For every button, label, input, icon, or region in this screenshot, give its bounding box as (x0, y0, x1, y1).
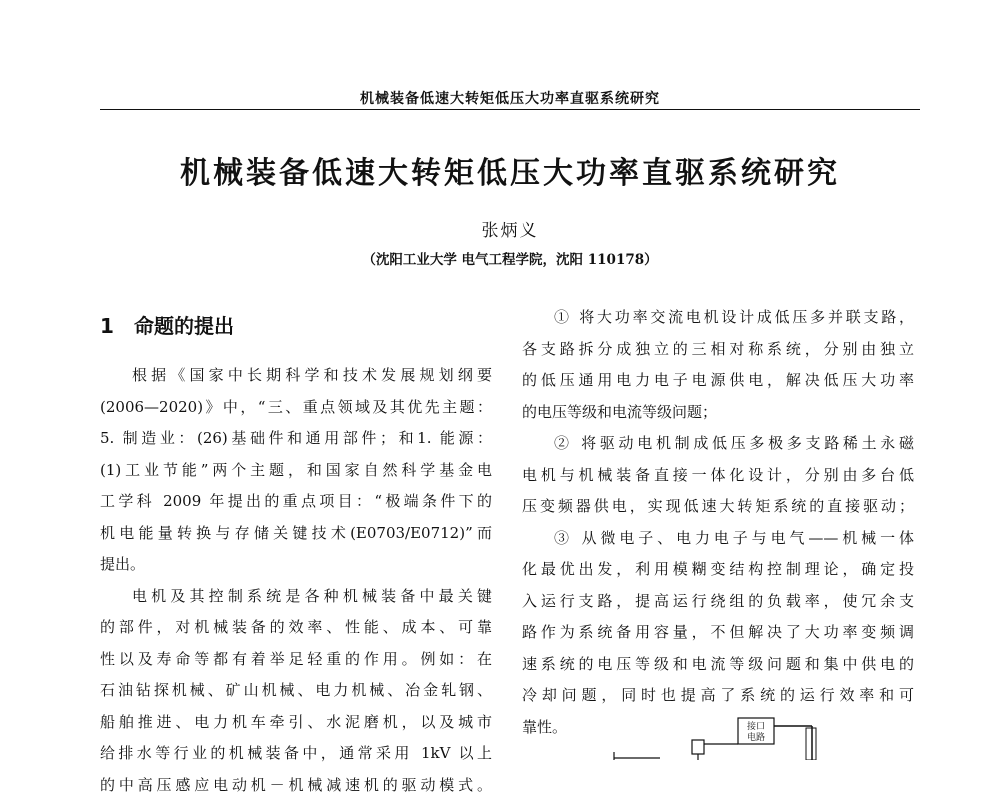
box-label-line1: 接口 (747, 720, 765, 732)
right-column (522, 302, 914, 743)
bus-bar (806, 728, 816, 760)
section-number: 1 (100, 310, 134, 342)
body-line: 的电压等级和电流等级问题； (522, 397, 914, 429)
body-line: 5. 制造业：(26)基础件和通用部件；和1. 能源： (100, 423, 492, 455)
affiliation: （沈阳工业大学 电气工程学院，沈阳 110178） (100, 248, 920, 268)
body-line: 的中高压感应电动机－机械减速机的驱动模式。 (100, 770, 492, 801)
body-line: 的低压通用电力电子电源供电，解决低压大功率 (522, 365, 914, 397)
body-line: ③ 从微电子、电力电子与电气——机械一体 (522, 523, 914, 555)
body-line: 压变频器供电，实现低速大转矩系统的直接驱动； (522, 491, 914, 523)
body-line: ② 将驱动电机制成低压多极多支路稀土永磁 (522, 428, 914, 460)
body-line: (2006—2020)》中，“三、重点领域及其优先主题： (100, 392, 492, 424)
component-block (692, 740, 704, 754)
body-line: 电机与机械装备直接一体化设计，分别由多台低 (522, 460, 914, 492)
author: 张炳义 (100, 216, 920, 241)
paper-title: 机械装备低速大转矩低压大功率直驱系统研究 (100, 148, 920, 192)
body-line: ① 将大功率交流电机设计成低压多并联支路， (522, 302, 914, 334)
body-line: 入运行支路，提高运行绕组的负载率，使冗余支 (522, 586, 914, 618)
body-line: 速系统的电压等级和电流等级问题和集中供电的 (522, 649, 914, 681)
body-line: 电机及其控制系统是各种机械装备中最关键 (100, 581, 492, 613)
section-heading (100, 310, 492, 342)
section-title: 命题的提出 (134, 314, 234, 338)
header-rule (100, 109, 920, 110)
left-column (100, 310, 492, 801)
body-line: 工学科 2009 年提出的重点项目：“极端条件下的 (100, 486, 492, 518)
body-line: 根据《国家中长期科学和技术发展规划纲要 (100, 360, 492, 392)
body-line: 给排水等行业的机械装备中，通常采用 1kV 以上 (100, 738, 492, 770)
body-line: 的部件，对机械装备的效率、性能、成本、可靠 (100, 612, 492, 644)
body-line: (1)工业节能”两个主题，和国家自然科学基金电 (100, 455, 492, 487)
body-line: 冷却问题，同时也提高了系统的运行效率和可 (522, 680, 914, 712)
body-line: 性以及寿命等都有着举足轻重的作用。例如：在 (100, 644, 492, 676)
body-line: 机电能量转换与存储关键技术(E0703/E0712)”而 (100, 518, 492, 550)
circuit-diagram (600, 716, 830, 760)
body-line: 船舶推进、电力机车牵引、水泥磨机，以及城市 (100, 707, 492, 739)
body-line: 化最优出发，利用模糊变结构控制理论，确定投 (522, 554, 914, 586)
body-line: 提出。 (100, 549, 492, 581)
box-label-line2: 电路 (747, 731, 765, 743)
body-line: 路作为系统备用容量，不但解决了大功率变频调 (522, 617, 914, 649)
body-line: 石油钻探机械、矿山机械、电力机械、冶金轧钢、 (100, 675, 492, 707)
body-line: 靠性。 (522, 712, 914, 744)
running-header: 机械装备低速大转矩低压大功率直驱系统研究 (100, 88, 920, 108)
body-line: 各支路拆分成独立的三相对称系统，分别由独立 (522, 334, 914, 366)
